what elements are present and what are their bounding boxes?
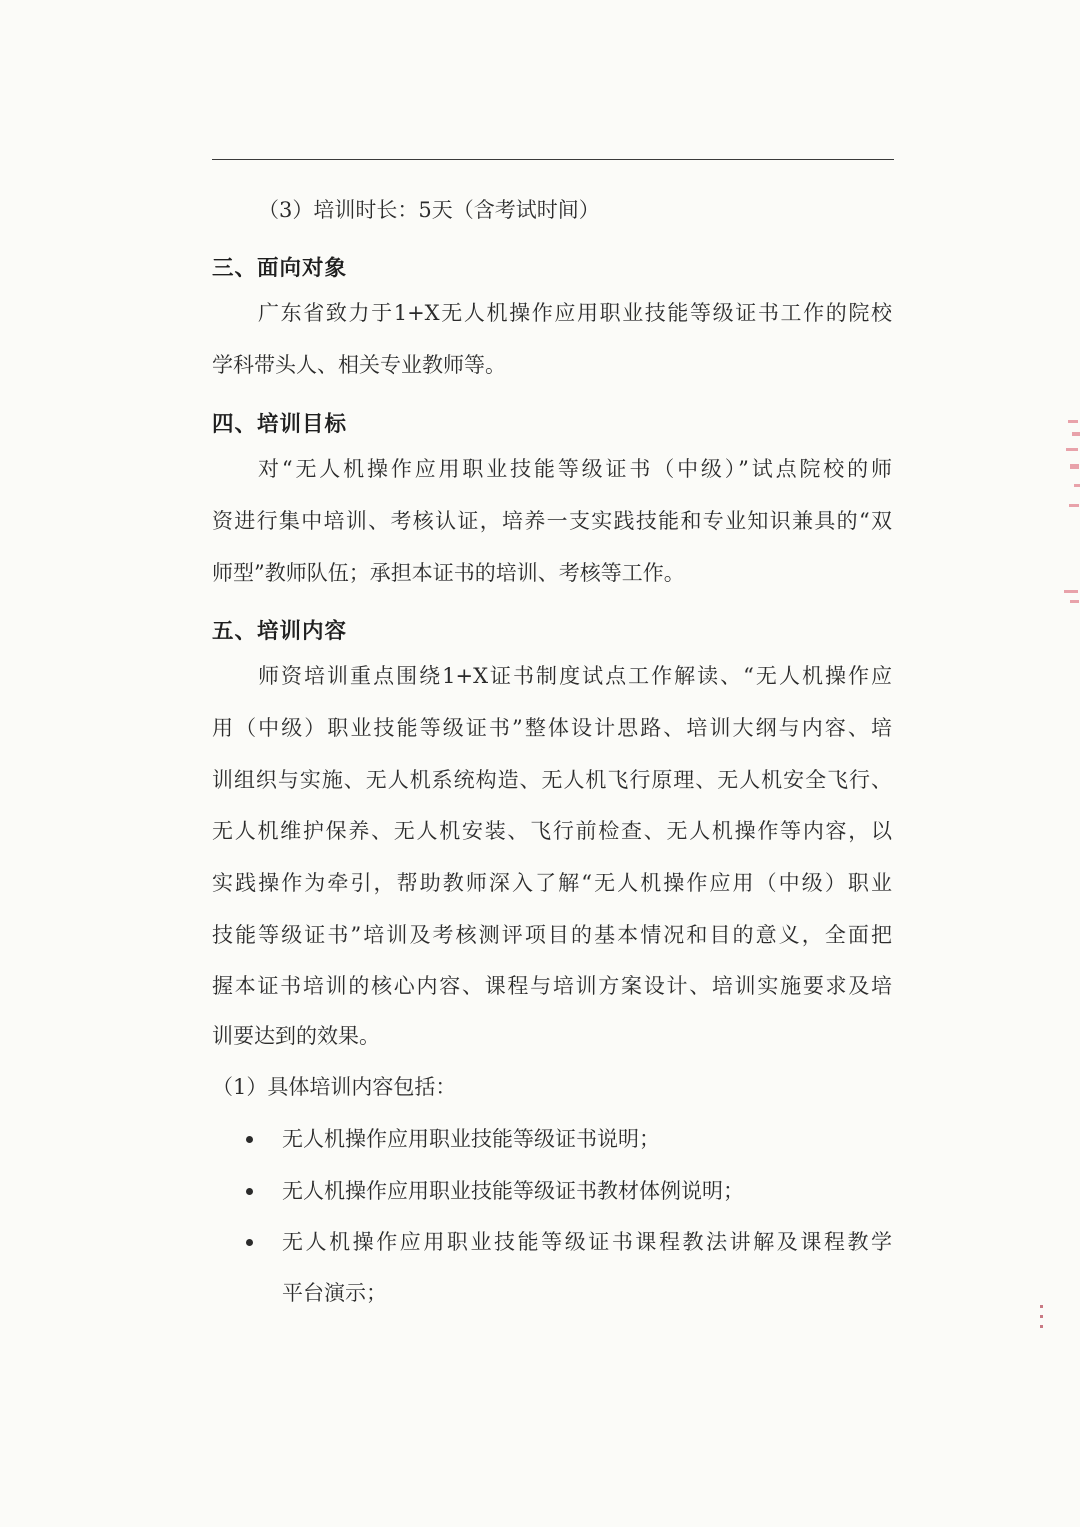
section-heading-audience: 三、面向对象 (212, 256, 348, 281)
bullet-icon (246, 1188, 253, 1195)
section-heading-objectives: 四、培训目标 (212, 412, 348, 437)
list-item: 无人机操作应用职业技能等级证书说明； (282, 1127, 660, 1151)
paragraph-line: 训组织与实施、无人机系统构造、无人机飞行原理、无人机安全飞行、 (212, 768, 892, 792)
paragraph-line: 资进行集中培训、考核认证，培养一支实践技能和专业知识兼具的“双 (212, 509, 892, 533)
section-heading-content: 五、培训内容 (212, 619, 348, 644)
list-item: 无人机操作应用职业技能等级证书教材体例说明； (282, 1179, 744, 1203)
paragraph-line: 技能等级证书”培训及考核测评项目的基本情况和目的意义，全面把 (212, 923, 892, 947)
paragraph-line: 训要达到的效果。 (212, 1024, 380, 1048)
paragraph-line: 用（中级）职业技能等级证书”整体设计思路、培训大纲与内容、培 (212, 716, 892, 740)
seal-stamp-fragment (1060, 400, 1080, 640)
paragraph-line: 师资培训重点围绕1+X证书制度试点工作解读、“无人机操作应 (258, 664, 892, 688)
paragraph-line: 师型”教师队伍；承担本证书的培训、考核等工作。 (212, 561, 685, 585)
paragraph-line: 对“无人机操作应用职业技能等级证书（中级）”试点院校的师 (258, 457, 892, 481)
list-item: 无人机操作应用职业技能等级证书课程教法讲解及课程教学 (282, 1230, 892, 1254)
bullet-icon (246, 1136, 253, 1143)
sub-heading-content-list: （1）具体培训内容包括： (212, 1075, 457, 1099)
margin-marks (1040, 1305, 1046, 1335)
paragraph-line: 广东省致力于1+X无人机操作应用职业技能等级证书工作的院校 (258, 301, 892, 325)
paragraph-line: 学科带头人、相关专业教师等。 (212, 353, 506, 377)
paragraph-line: 握本证书培训的核心内容、课程与培训方案设计、培训实施要求及培 (212, 974, 892, 998)
list-item-continuation: 平台演示； (282, 1281, 387, 1305)
paragraph-line: 无人机维护保养、无人机安装、飞行前检查、无人机操作等内容，以 (212, 819, 892, 843)
bullet-icon (246, 1239, 253, 1246)
paragraph-line: 实践操作为牵引，帮助教师深入了解“无人机操作应用（中级）职业 (212, 871, 892, 895)
header-rule (212, 159, 894, 160)
training-duration-line: （3）培训时长：5天（含考试时间） (258, 198, 600, 222)
